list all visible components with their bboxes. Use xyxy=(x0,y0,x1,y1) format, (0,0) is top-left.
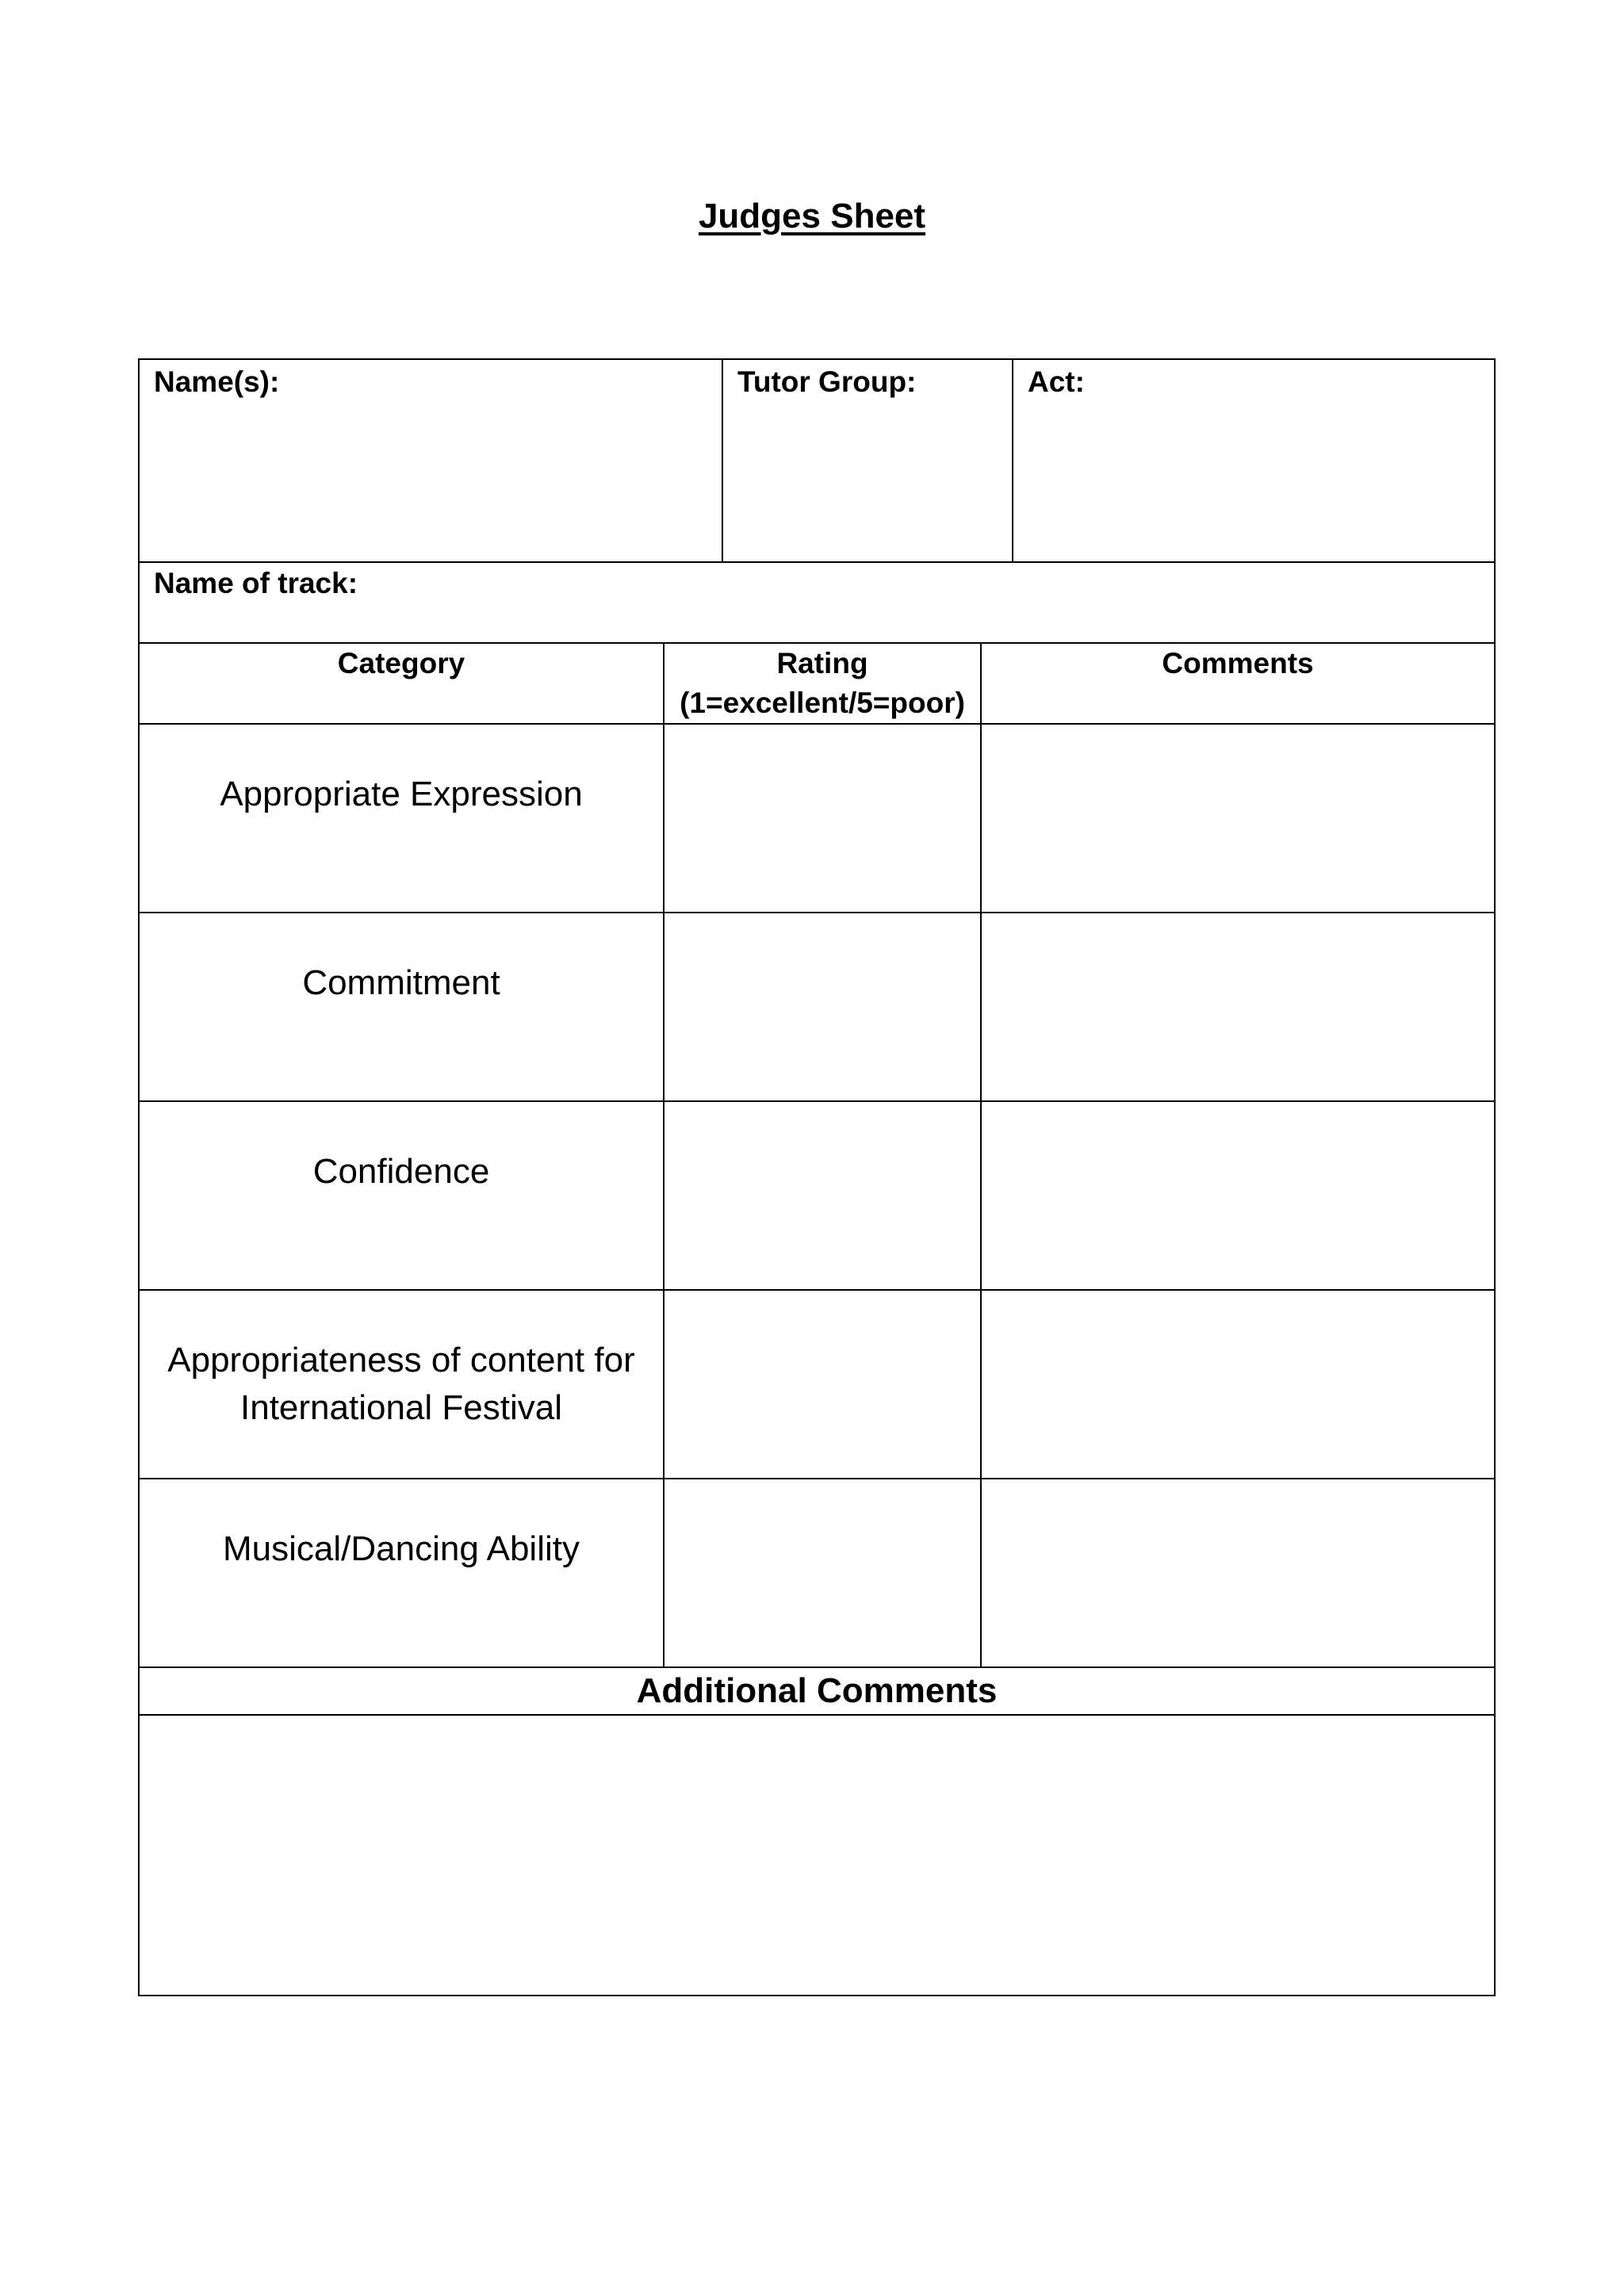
track-label: Name of track: xyxy=(154,567,358,599)
comments-input[interactable] xyxy=(982,725,1494,912)
rating-input[interactable] xyxy=(665,1102,980,1289)
act-label: Act: xyxy=(1028,365,1085,398)
category-header: Category xyxy=(337,647,465,679)
category-confidence: Confidence xyxy=(312,1152,490,1191)
category-commitment: Commitment xyxy=(302,963,500,1002)
rating-input[interactable] xyxy=(665,725,980,912)
names-cell[interactable] xyxy=(140,360,722,561)
names-label: Name(s): xyxy=(154,365,280,398)
rating-input[interactable] xyxy=(665,1291,980,1478)
additional-comments-header-cell xyxy=(140,1668,1494,1714)
track-cell[interactable] xyxy=(140,563,1494,642)
comments-input[interactable] xyxy=(982,913,1494,1100)
rating-input[interactable] xyxy=(665,1479,980,1667)
comments-header: Comments xyxy=(1162,647,1314,679)
comments-input[interactable] xyxy=(982,1479,1494,1667)
judges-sheet-table xyxy=(138,358,1496,1996)
category-appropriateness-line2: International Festival xyxy=(240,1388,562,1427)
comments-input[interactable] xyxy=(982,1102,1494,1289)
category-cell xyxy=(140,913,663,1100)
comments-input[interactable] xyxy=(982,1291,1494,1478)
category-cell xyxy=(140,1479,663,1667)
act-cell[interactable] xyxy=(1013,360,1494,561)
divider xyxy=(663,642,665,1668)
category-appropriate-expression: Appropriate Expression xyxy=(220,775,583,813)
rating-scale-note: (1=excellent/5=poor) xyxy=(680,687,965,719)
category-cell xyxy=(140,725,663,912)
comments-header-cell xyxy=(982,644,1494,723)
category-musical-dancing-ability: Musical/Dancing Ability xyxy=(223,1529,580,1568)
divider xyxy=(980,642,982,1668)
tutor-group-label: Tutor Group: xyxy=(737,365,917,398)
rating-input[interactable] xyxy=(665,913,980,1100)
additional-comments-header: Additional Comments xyxy=(636,1671,998,1710)
rating-header: Rating xyxy=(776,647,868,679)
page-title: Judges Sheet xyxy=(698,197,926,235)
category-cell xyxy=(140,1291,663,1478)
additional-comments-input[interactable] xyxy=(140,1716,1494,1995)
category-header-cell xyxy=(140,644,663,723)
category-appropriateness-line1: Appropriateness of content for xyxy=(167,1341,635,1380)
rating-header-cell xyxy=(665,644,980,723)
tutor-group-cell[interactable] xyxy=(723,360,1012,561)
category-cell xyxy=(140,1102,663,1289)
